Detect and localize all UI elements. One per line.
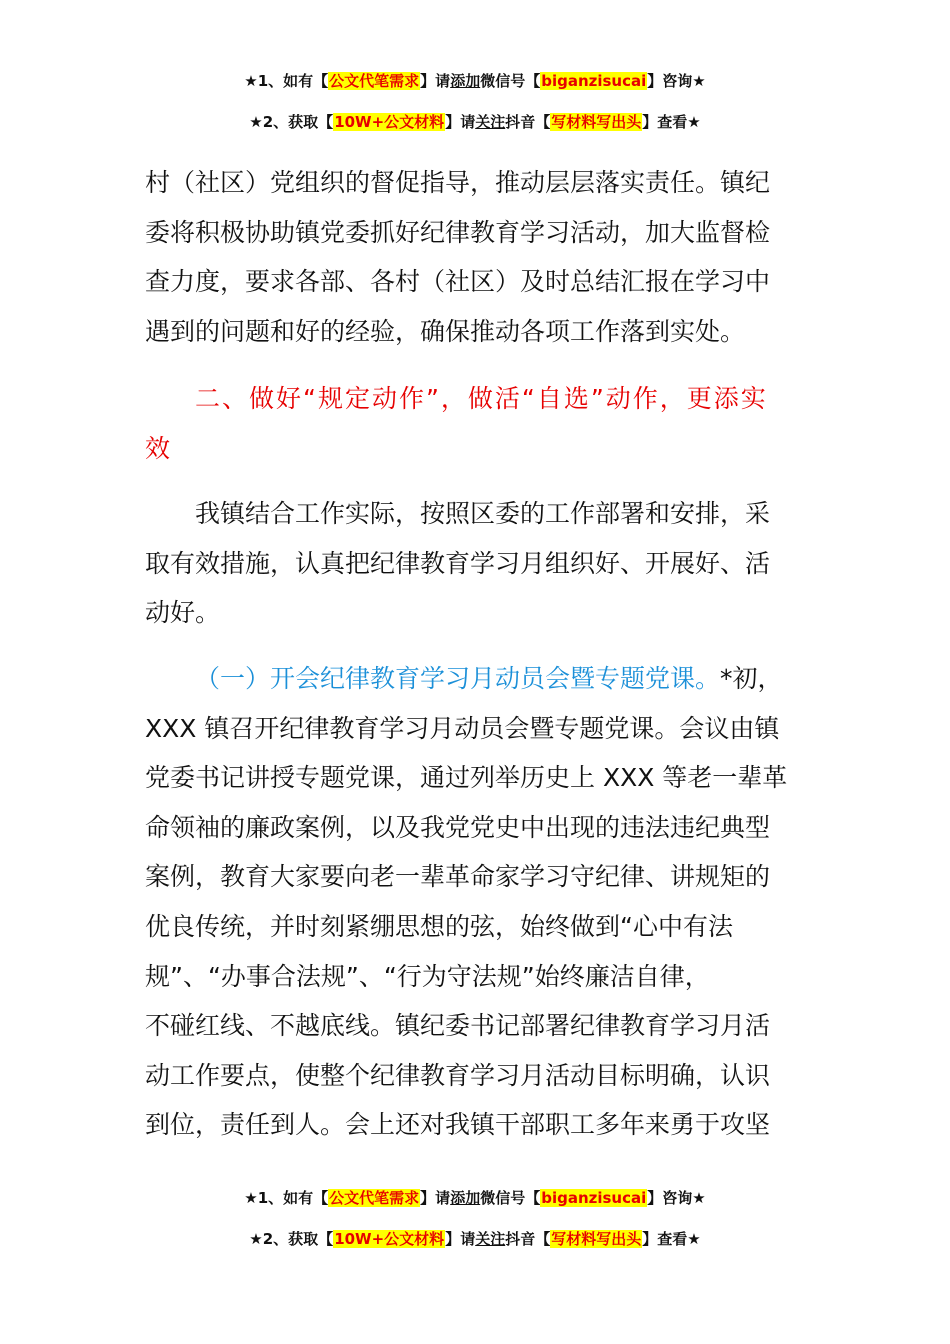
banner-highlight: 10W+公文材料 <box>334 113 445 131</box>
banner-text: 抖音【 <box>505 113 551 131</box>
body-line: 取有效措施，认真把纪律教育学习月组织好、开展好、活 <box>145 548 771 578</box>
body-line: XXX 镇召开纪律教育学习月动员会暨专题党课。会议由镇 <box>145 713 780 743</box>
body-line: 案例，教育大家要向老一辈革命家学习守纪律、讲规矩的 <box>145 862 771 892</box>
banner-text: 抖音【 <box>505 1230 551 1248</box>
banner-underlined-text: 关注 <box>475 113 506 131</box>
body-line: 查力度，要求各部、各村（社区）及时总结汇报在学习中 <box>145 267 771 297</box>
banner-prefix: ★2、获取【 <box>249 1230 334 1248</box>
document-body <box>145 158 815 356</box>
heading-line: 效 <box>145 433 173 463</box>
body-line: 到位，责任到人。会上还对我镇干部职工多年来勇于攻坚 <box>145 1110 771 1140</box>
paragraph-1 <box>145 489 815 638</box>
body-line: 遇到的问题和好的经验，确保推动各项工作落到实处。 <box>145 316 746 346</box>
body-line: 委将积极协助镇党委抓好纪律教育学习活动，加大监督检 <box>145 217 771 247</box>
banner-text: 】请 <box>420 1189 451 1207</box>
footer-banner-line1 <box>0 1187 950 1208</box>
body-line: 村（社区）党组织的督促指导，推动层层落实责任。镇纪 <box>145 168 771 197</box>
body-text: *初， <box>720 664 783 693</box>
banner-douyin-id: 写材料写出头 <box>551 113 642 131</box>
banner-underlined-text: 关注 <box>475 1230 506 1248</box>
body-line: 党委书记讲授专题党课，通过列举历史上 XXX 等老一辈革 <box>145 763 788 793</box>
body-line: 动好。 <box>145 598 221 628</box>
section-heading <box>145 374 815 473</box>
banner-highlight: 10W+公文材料 <box>334 1230 445 1248</box>
banner-prefix: ★1、如有【 <box>244 72 329 90</box>
footer-banner-line2 <box>0 1228 950 1249</box>
body-line: 动工作要点，使整个纪律教育学习月活动目标明确，认识 <box>145 1060 771 1090</box>
banner-suffix: 】查看★ <box>642 1230 701 1248</box>
banner-prefix: ★1、如有【 <box>244 1189 329 1207</box>
banner-text: 微信号【 <box>480 72 541 90</box>
banner-highlight: 公文代笔需求 <box>329 72 420 90</box>
banner-suffix: 】咨询★ <box>647 1189 706 1207</box>
subheading-line <box>145 654 815 704</box>
banner-douyin-id: 写材料写出头 <box>551 1230 642 1248</box>
body-line: 不碰红线、不越底线。镇纪委书记部署纪律教育学习月活 <box>145 1011 771 1041</box>
banner-text: 】请 <box>445 113 476 131</box>
banner-suffix: 】查看★ <box>642 113 701 131</box>
body-line: 优良传统，并时刻紧绷思想的弦，始终做到“心中有法 <box>145 911 733 941</box>
body-line: 命领袖的廉政案例，以及我党党史中出现的违法违纪典型 <box>145 812 771 842</box>
banner-underlined-text: 添加 <box>450 72 481 90</box>
paragraph-2 <box>145 654 815 1150</box>
body-line: 规”、“办事合法规”、“行为守法规”始终廉洁自律， <box>145 961 710 991</box>
banner-suffix: 】咨询★ <box>647 72 706 90</box>
banner-highlight: 公文代笔需求 <box>329 1189 420 1207</box>
header-banner-line2 <box>0 111 950 132</box>
banner-text: 微信号【 <box>480 1189 541 1207</box>
banner-underlined-text: 添加 <box>450 1189 481 1207</box>
banner-wechat-id: biganzisucai <box>541 72 647 90</box>
body-line: 我镇结合工作实际，按照区委的工作部署和安排，采 <box>195 499 771 528</box>
banner-prefix: ★2、获取【 <box>249 113 334 131</box>
subheading: （一）开会纪律教育学习月动员会暨专题党课。 <box>195 664 721 693</box>
header-banner-line1 <box>0 70 950 91</box>
banner-text: 】请 <box>420 72 451 90</box>
heading-line: 二、做好“规定动作”，做活“自选”动作，更添实 <box>195 384 768 413</box>
banner-wechat-id: biganzisucai <box>541 1189 647 1207</box>
banner-text: 】请 <box>445 1230 476 1248</box>
